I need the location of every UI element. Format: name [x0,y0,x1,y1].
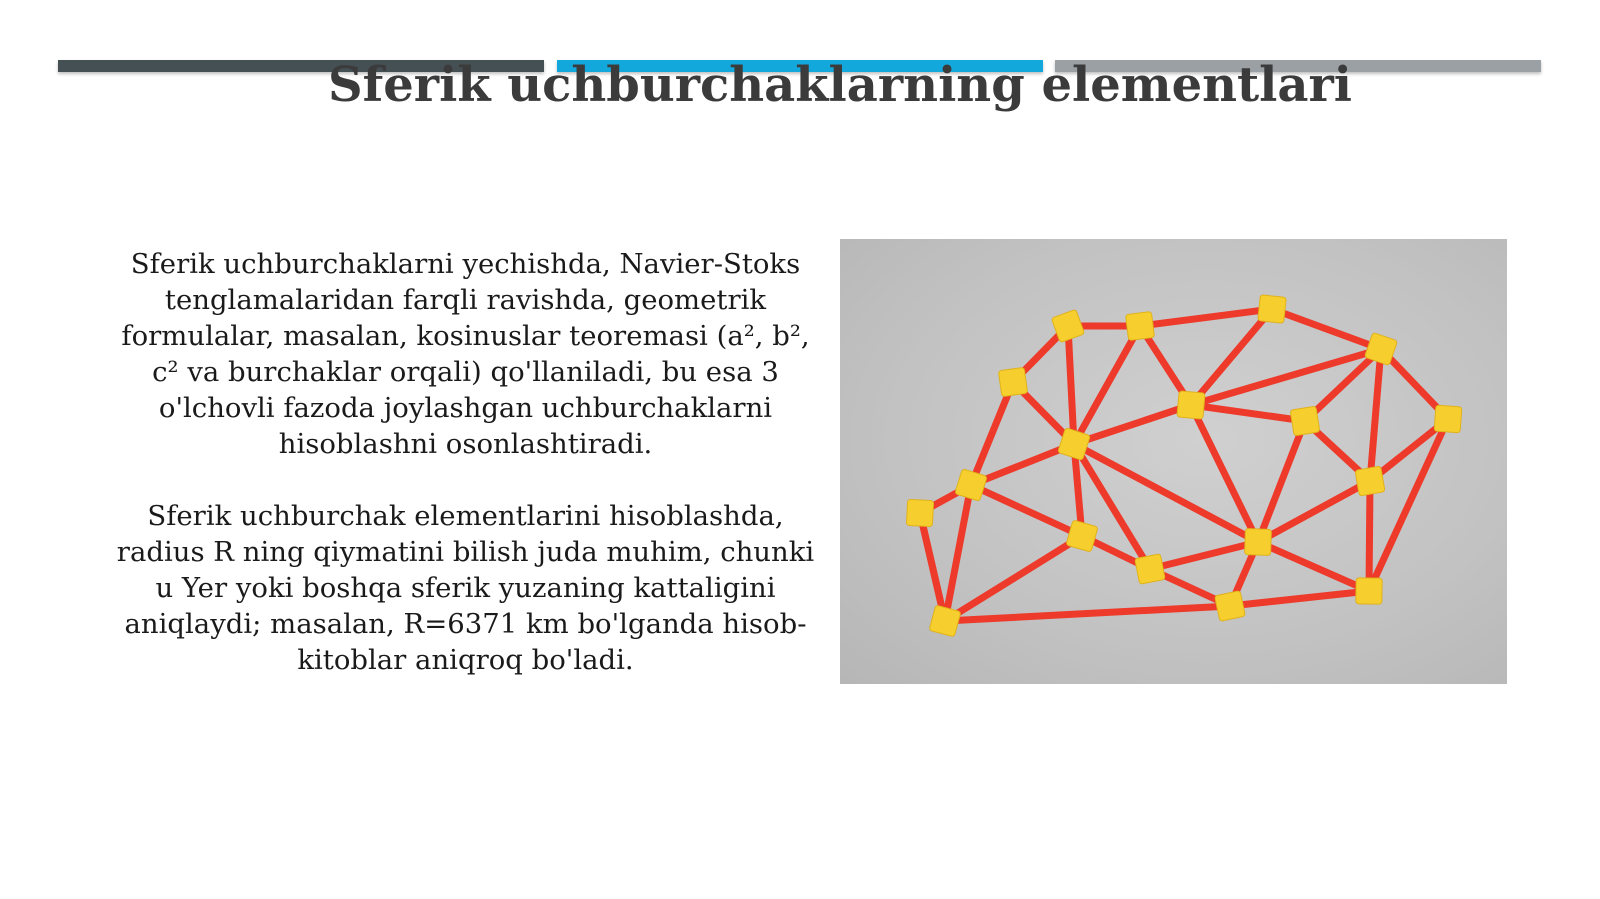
graph-edge [1369,419,1448,591]
graph-node [1126,312,1155,341]
paragraph-1: Sferik uchburchaklarni yechishda, Navier-Stoks tenglamalaridan farqli ravishda, geometrik formulalar, masalan, kosinuslar teoremasi (a², b², c² va burchaklar orqali) qo'llaniladi, bu esa 3 o'lchovli fazoda joylashgan uchburchaklarni hisoblashni osonlashtiradi. [121,248,810,460]
graph-edge [945,485,971,621]
graph-edge [1230,591,1369,606]
graph-node [1258,295,1287,324]
graph-edge [1370,349,1381,481]
graph-node [955,469,987,501]
graph-node [1245,529,1272,556]
graph-node [929,605,961,637]
slide-title: Sferik uchburchaklarning elementlari [327,57,1353,113]
graph-edge [1191,405,1305,421]
paragraph-2: Sferik uchburchak elementlarini hisoblashda, radius R ning qiymatini bilish juda muhim, chunki u Yer yoki boshqa sferik yuzaning kattaligini aniqlaydi; masalan, R=6371 km bo'lganda hisob-kitoblar aniqroq bo'ladi. [116,500,815,676]
graph-edge [1258,542,1369,591]
graph-node [1355,466,1385,496]
graph-node [906,499,933,526]
graph-edge [1150,542,1258,569]
graph-node [998,367,1027,396]
graph-edge [1272,309,1381,349]
graph-edge [971,485,1082,536]
body-text [108,246,823,678]
graph-node [1356,578,1382,604]
graph-node [1215,591,1246,622]
graph-edge [920,513,945,621]
network-graph-icon [840,239,1507,684]
network-graph-photo [840,239,1507,684]
graph-edge [1068,326,1074,444]
graph-edge [1140,309,1272,326]
graph-node [1290,406,1320,436]
graph-node [1177,391,1205,419]
graph-node [1135,554,1165,584]
graph-edge [945,536,1082,621]
graph-node [1434,405,1462,433]
graph-node [1066,520,1098,552]
graph-edge [1369,481,1370,591]
graph-edge [945,606,1230,621]
